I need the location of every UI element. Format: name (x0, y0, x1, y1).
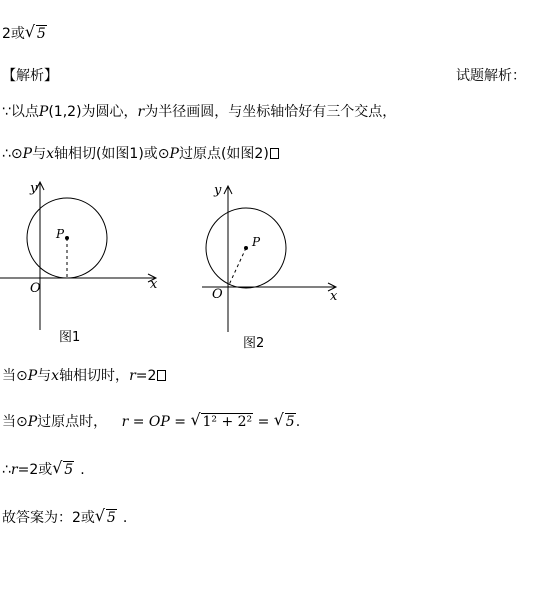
fig1-x-label: x (150, 277, 158, 292)
solution-line-2: ∴⊙P与x轴相切(如图1)或⊙P过原点(如图2) (2, 144, 279, 164)
fig2-y-label: y (214, 183, 222, 198)
formula-lhs: r = OP = (121, 414, 187, 430)
solution-line-3: 当⊙P与x轴相切时，r=2 (2, 366, 166, 386)
fig2-origin-label: O (212, 287, 223, 302)
solution-line-5: ∴r=2或 √ 5 . (2, 458, 85, 478)
sqrt-result: √ 5 (273, 410, 295, 430)
fig2-caption: 图2 (243, 336, 265, 351)
fig1-y-label: y (30, 181, 38, 196)
final-answer-line: 故答案为：2或 √ 5 . (2, 506, 128, 526)
sqrt-line5: √ 5 (52, 458, 74, 478)
fig1-caption: 图1 (59, 330, 81, 345)
placeholder-box-icon (157, 370, 166, 381)
fig1-point-label: P (56, 227, 65, 241)
fig1-origin-label: O (30, 281, 41, 296)
fig2-x-label: x (330, 289, 338, 304)
analysis-label: 试题解析： (456, 68, 526, 84)
fig2-point-label: P (252, 235, 261, 249)
figure-1 (0, 180, 170, 330)
figure-2 (196, 180, 346, 335)
placeholder-box-icon (270, 148, 279, 159)
answer-prefix: 2或 (2, 26, 25, 42)
solution-line-1: ∵以点P(1,2)为圆心，r为半径画圆，与坐标轴恰好有三个交点， (2, 104, 397, 120)
sqrt-answer: √ 5 (24, 22, 46, 42)
sqrt-final: √ 5 (94, 506, 116, 526)
answer-line (2, 24, 47, 44)
sqrt-formula: √ 1² + 2² (190, 410, 253, 430)
solution-line-4: 当⊙P过原点时， r = OP = √ 1² + 2² = √ 5. (2, 410, 301, 430)
section-header: 【解析】 (2, 68, 58, 84)
